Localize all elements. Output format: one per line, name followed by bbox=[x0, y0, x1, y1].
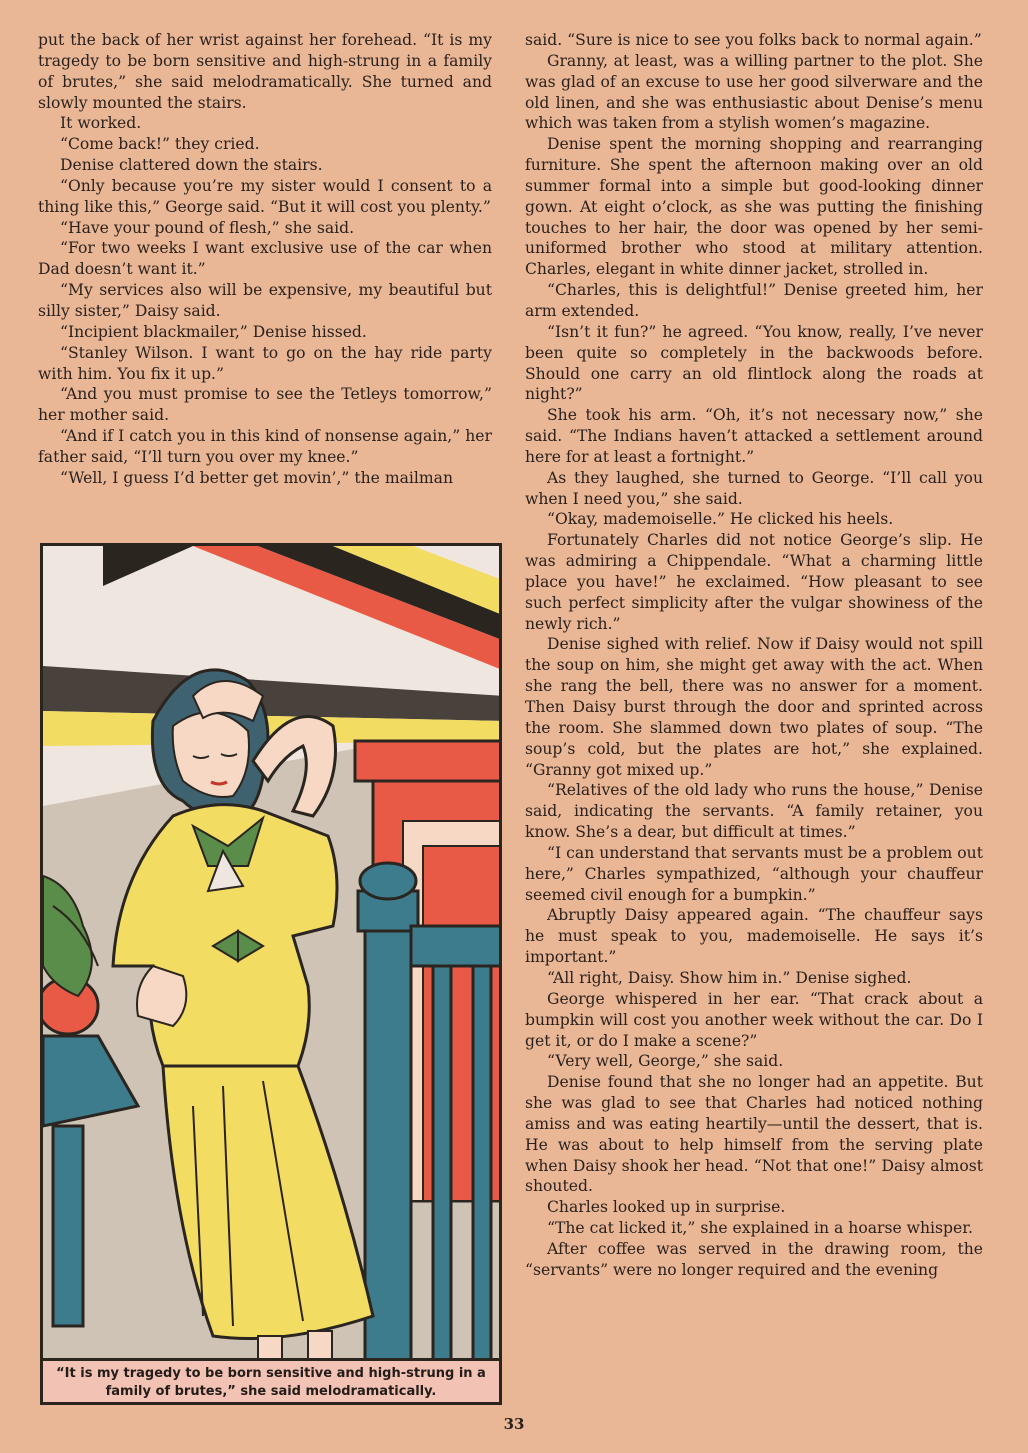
paragraph: It worked. bbox=[60, 114, 142, 133]
paragraph: “And you must promise to see the Tetleys tomorrow,” her mother said. bbox=[38, 385, 492, 425]
paragraph: “I can understand that servants must be a problem out here,” Charles sympathized, “although your chauffeur seemed civil enough for a bumpkin.” bbox=[525, 843, 983, 904]
paragraph: “Very well, George,” she said. bbox=[547, 1052, 784, 1071]
paragraph: “And if I catch you in this kind of nonsense again,” her father said, “I’ll turn you over my knee.” bbox=[38, 427, 492, 466]
comic-panel-illustration bbox=[40, 543, 502, 1405]
paragraph: George whispered in her ear. “That crack about a bumpkin will cost you another week without the car. Do I get it, or do I make a scene?” bbox=[525, 989, 983, 1050]
paragraph: “Well, I guess I’d better get movin’,” the mailman bbox=[60, 468, 454, 487]
paragraph: Denise spent the morning shopping and rearranging furniture. She spent the afternoon making over an old summer formal into a simple but good-looking dinner gown. At eight o’clock, as she was putting the finishing touches to her hair, the door was opened by her semi-uniformed brother who stood at military attention. Charles, elegant in white dinner jacket, strolled in. bbox=[525, 135, 983, 279]
paragraph: Denise clattered down the stairs. bbox=[60, 156, 323, 175]
paragraph: “My services also will be expensive, my beautiful but silly sister,” Daisy said. bbox=[38, 281, 492, 320]
paragraph: “Only because you’re my sister would I consent to a thing like this,” George said. “But it will cost you plenty.” bbox=[38, 176, 492, 216]
page-number: 33 bbox=[503, 1415, 525, 1433]
paragraph: Granny, at least, was a willing partner to the plot. She was glad of an excuse to use her good silverware and the old linen, and she was enthusiastic about Denise’s menu which was taken from a stylish women’s magazine. bbox=[525, 51, 983, 133]
paragraph: “Isn’t it fun?” he agreed. “You know, really, I’ve never been quite so completely in the backwoods before. Should one carry an old flintlock along the roads at night?” bbox=[525, 322, 983, 404]
left-text-column bbox=[38, 30, 492, 489]
paragraph: “All right, Daisy. Show him in.” Denise sighed. bbox=[547, 968, 912, 987]
paragraph: “Relatives of the old lady who runs the house,” Denise said, indicating the servants. “A family retainer, you know. She’s a dear, but difficult at times.” bbox=[525, 781, 983, 842]
paragraph: Denise found that she no longer had an appetite. But she was glad to see that Charles had noticed nothing amiss and was eating heartily—until the dessert, that is. He was about to help himself from the serving plate when Daisy shook her head. “Not that one!” Daisy almost shouted. bbox=[525, 1073, 983, 1196]
paragraph: put the back of her wrist against her forehead. “It is my tragedy to be born sensitive and high-strung in a family of brutes,” she said melodramatically. She turned and slowly mounted the stairs. bbox=[38, 31, 492, 112]
paragraph: Abruptly Daisy appeared again. “The chauffeur says he must speak to you, mademoiselle. He says it’s important.” bbox=[525, 906, 983, 967]
paragraph: said. “Sure is nice to see you folks back to normal again.” bbox=[525, 31, 982, 49]
paragraph: “Stanley Wilson. I want to go on the hay ride party with him. You fix it up.” bbox=[38, 343, 492, 383]
paragraph: “Charles, this is delightful!” Denise greeted him, her arm extended. bbox=[525, 281, 983, 320]
paragraph: As they laughed, she turned to George. “I’ll call you when I need you,” she said. bbox=[525, 468, 983, 508]
paragraph: She took his arm. “Oh, it’s not necessary now,” she said. “The Indians haven’t attacked a settlement around here for at least a fortnight.” bbox=[525, 406, 983, 466]
paragraph: “For two weeks I want exclusive use of the car when Dad doesn’t want it.” bbox=[38, 239, 492, 279]
paragraph: “Come back!” they cried. bbox=[60, 135, 260, 154]
paragraph: “Okay, mademoiselle.” He clicked his heels. bbox=[547, 510, 894, 529]
panel-caption: “It is my tragedy to be born sensitive and high-strung in a family of brutes,” she said melodramatically. bbox=[43, 1358, 499, 1402]
paragraph: “Have your pound of flesh,” she said. bbox=[60, 218, 355, 237]
paragraph: “The cat licked it,” she explained in a hoarse whisper. bbox=[547, 1219, 973, 1238]
paragraph: “Incipient blackmailer,” Denise hissed. bbox=[60, 322, 367, 341]
paragraph: Fortunately Charles did not notice George’s slip. He was admiring a Chippendale. “What a charming little place you have!” he exclaimed. “How pleasant to see such perfect simplicity after the vulgar showiness of the newly rich.” bbox=[525, 531, 983, 633]
paragraph: Charles looked up in surprise. bbox=[547, 1198, 786, 1217]
paragraph: After coffee was served in the drawing room, the “servants” were no longer required and the evening bbox=[525, 1239, 983, 1279]
right-text-column bbox=[525, 30, 983, 1281]
paragraph: Denise sighed with relief. Now if Daisy would not spill the soup on him, she might get away with the act. When she rang the bell, there was no answer for a moment. Then Daisy burst through the door and sprinted across the room. She slammed down two plates of soup. “The soup’s cold, but the plates are hot,” she explained. “Granny got mixed up.” bbox=[525, 635, 983, 779]
denise-illustration bbox=[43, 546, 502, 1364]
